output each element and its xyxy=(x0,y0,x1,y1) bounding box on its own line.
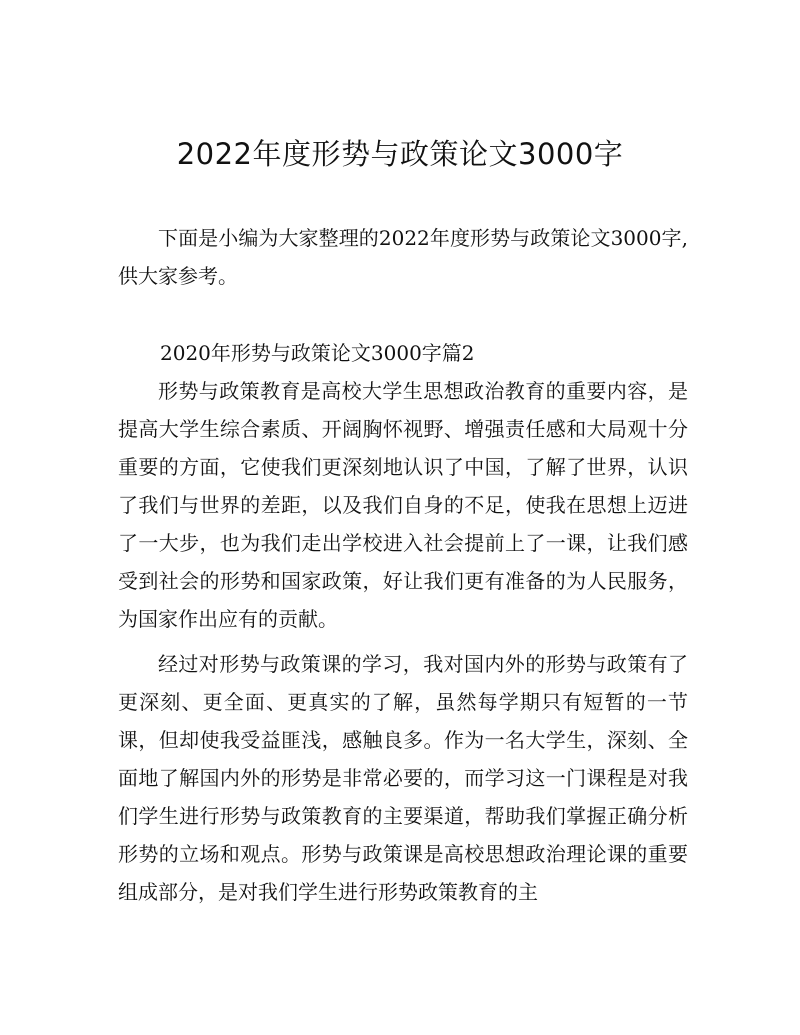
intro-paragraph: 下面是小编为大家整理的2022年度形势与政策论文3000字,供大家参考。 xyxy=(118,226,688,288)
section-heading: 2020年形势与政策论文3000字篇2 xyxy=(160,341,475,365)
body-paragraph-1: 形势与政策教育是高校大学生思想政治教育的重要内容，是提高大学生综合素质、开阔胸怀视野、增强责任感和大局观十分重要的方面，它使我们更深刻地认识了中国，了解了世界，认识了我们与世界的差距，以及我们自身的不足，使我在思想上迈进了一大步，也为我们走出学校进入社会提前上了一课，让我们感受到社会的形势和国家政策，好让我们更有准备的为人民服务，为国家作出应有的贡献。 xyxy=(118,379,688,631)
document-title: 2022年度形势与政策论文3000字 xyxy=(176,137,624,171)
body-paragraph-2: 经过对形势与政策课的学习，我对国内外的形势与政策有了更深刻、更全面、更真实的了解，虽然每学期只有短暂的一节课，但却使我受益匪浅，感触良多。作为一名大学生，深刻、全面地了解国内外的形势是非常必要的，而学习这一门课程是对我们学生进行形势与政策教育的主要渠道，帮助我们掌握正确分析形势的立场和观点。形势与政策课是高校思想政治理论课的重要组成部分，是对我们学生进行形势政策教育的主 xyxy=(118,652,688,904)
